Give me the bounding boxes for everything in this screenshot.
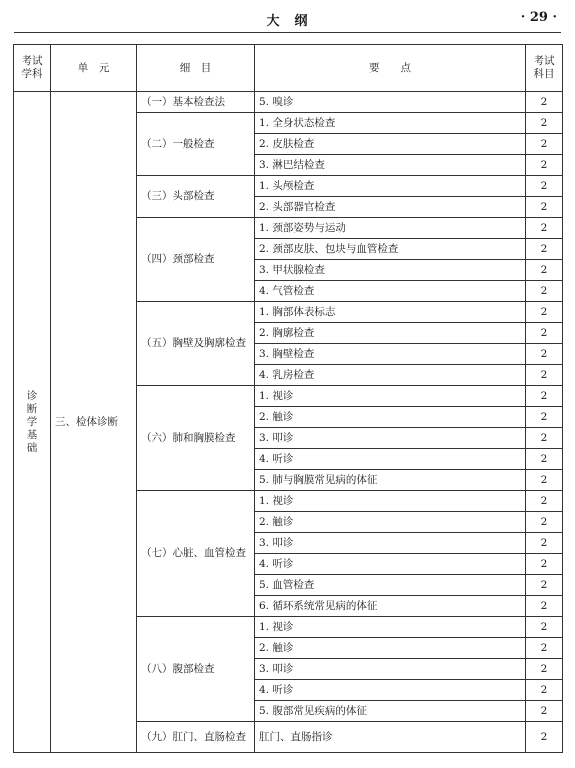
point-cell: 2. 皮肤检查 xyxy=(255,134,526,155)
item-cell: （二）一般检查 xyxy=(137,113,255,176)
item-cell: （四）颈部检查 xyxy=(137,218,255,302)
subject-cell: 诊断学基础 xyxy=(14,92,51,753)
point-cell: 2. 头部器官检查 xyxy=(255,197,526,218)
point-cell: 1. 视诊 xyxy=(255,386,526,407)
page-header xyxy=(14,8,561,33)
column-header-point: 要 点 xyxy=(255,45,526,92)
point-cell: 2. 触诊 xyxy=(255,407,526,428)
point-cell: 1. 全身状态检查 xyxy=(255,113,526,134)
score-cell: 2 xyxy=(526,680,563,701)
unit-cell: 三、检体诊断 xyxy=(51,92,137,753)
score-cell: 2 xyxy=(526,239,563,260)
score-cell: 2 xyxy=(526,512,563,533)
point-cell: 3. 甲状腺检查 xyxy=(255,260,526,281)
item-cell: （七）心脏、血管检查 xyxy=(137,491,255,617)
table-row xyxy=(14,92,563,113)
point-cell: 1. 视诊 xyxy=(255,617,526,638)
point-cell: 6. 循环系统常见病的体征 xyxy=(255,596,526,617)
column-header-unit: 单 元 xyxy=(51,45,137,92)
column-header-score: 考试科目 xyxy=(526,45,563,92)
score-cell: 2 xyxy=(526,155,563,176)
score-cell: 2 xyxy=(526,470,563,491)
table-body xyxy=(14,92,563,753)
score-cell: 2 xyxy=(526,722,563,753)
score-cell: 2 xyxy=(526,365,563,386)
item-cell: （六）肺和胸膜检查 xyxy=(137,386,255,491)
item-cell: （一）基本检查法 xyxy=(137,92,255,113)
score-cell: 2 xyxy=(526,554,563,575)
item-cell: （三）头部检查 xyxy=(137,176,255,218)
page-number: · 29 · xyxy=(520,10,557,25)
table-header-row xyxy=(14,45,563,92)
score-cell: 2 xyxy=(526,197,563,218)
point-cell: 2. 触诊 xyxy=(255,512,526,533)
score-cell: 2 xyxy=(526,428,563,449)
column-header-item: 细 目 xyxy=(137,45,255,92)
score-cell: 2 xyxy=(526,134,563,155)
score-cell: 2 xyxy=(526,596,563,617)
score-cell: 2 xyxy=(526,533,563,554)
item-cell: （五）胸壁及胸廓检查 xyxy=(137,302,255,386)
point-cell: 肛门、直肠指诊 xyxy=(255,722,526,753)
score-cell: 2 xyxy=(526,323,563,344)
score-cell: 2 xyxy=(526,344,563,365)
point-cell: 4. 听诊 xyxy=(255,449,526,470)
score-cell: 2 xyxy=(526,113,563,134)
point-cell: 5. 腹部常见疾病的体征 xyxy=(255,701,526,722)
syllabus-table xyxy=(13,44,563,753)
score-cell: 2 xyxy=(526,218,563,239)
point-cell: 4. 乳房检查 xyxy=(255,365,526,386)
score-cell: 2 xyxy=(526,302,563,323)
point-cell: 1. 颈部姿势与运动 xyxy=(255,218,526,239)
point-cell: 4. 听诊 xyxy=(255,554,526,575)
column-header-subject: 考试学科 xyxy=(14,45,51,92)
point-cell: 3. 胸壁检查 xyxy=(255,344,526,365)
point-cell: 4. 气管检查 xyxy=(255,281,526,302)
item-cell: （九）肛门、直肠检查 xyxy=(137,722,255,753)
point-cell: 2. 触诊 xyxy=(255,638,526,659)
point-cell: 3. 叩诊 xyxy=(255,428,526,449)
point-cell: 1. 视诊 xyxy=(255,491,526,512)
score-cell: 2 xyxy=(526,701,563,722)
score-cell: 2 xyxy=(526,407,563,428)
point-cell: 5. 嗅诊 xyxy=(255,92,526,113)
score-cell: 2 xyxy=(526,575,563,596)
header-title: 大 纲 xyxy=(266,14,309,29)
score-cell: 2 xyxy=(526,176,563,197)
score-cell: 2 xyxy=(526,92,563,113)
point-cell: 3. 淋巴结检查 xyxy=(255,155,526,176)
point-cell: 5. 血管检查 xyxy=(255,575,526,596)
point-cell: 2. 胸廓检查 xyxy=(255,323,526,344)
point-cell: 5. 肺与胸膜常见病的体征 xyxy=(255,470,526,491)
point-cell: 3. 叩诊 xyxy=(255,533,526,554)
score-cell: 2 xyxy=(526,491,563,512)
score-cell: 2 xyxy=(526,659,563,680)
item-cell: （八）腹部检查 xyxy=(137,617,255,722)
score-cell: 2 xyxy=(526,638,563,659)
point-cell: 1. 头颅检查 xyxy=(255,176,526,197)
score-cell: 2 xyxy=(526,386,563,407)
point-cell: 1. 胸部体表标志 xyxy=(255,302,526,323)
score-cell: 2 xyxy=(526,281,563,302)
score-cell: 2 xyxy=(526,617,563,638)
score-cell: 2 xyxy=(526,449,563,470)
score-cell: 2 xyxy=(526,260,563,281)
point-cell: 4. 听诊 xyxy=(255,680,526,701)
point-cell: 2. 颈部皮肤、包块与血管检查 xyxy=(255,239,526,260)
point-cell: 3. 叩诊 xyxy=(255,659,526,680)
